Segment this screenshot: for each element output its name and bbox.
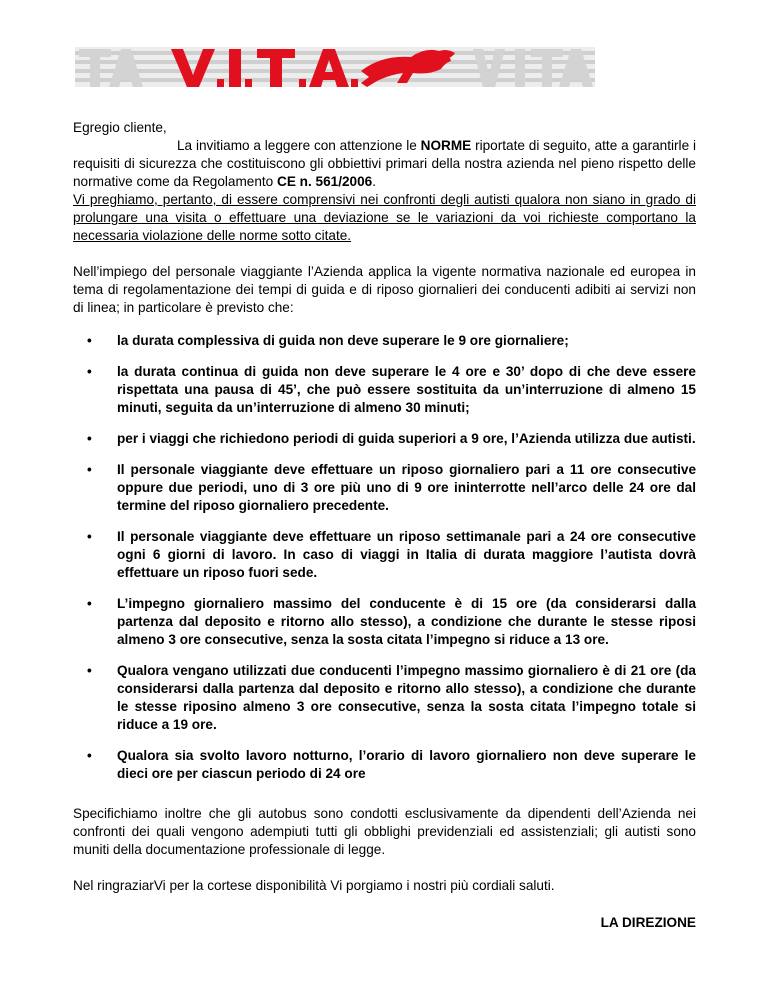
intro-text-3: . bbox=[372, 174, 377, 189]
rule-text: Il personale viaggiante deve effettuare un riposo settimanale pari a 24 ore consecutive ogni 6 giorni di lavoro. In caso di viaggi in Italia di durata maggiore l’autista dovrà effettuare un riposo fuori sede. bbox=[117, 529, 696, 580]
bullet-icon: • bbox=[87, 431, 92, 446]
list-item bbox=[73, 363, 696, 417]
rule-text: Qualora vengano utilizzati due conducenti l’impegno massimo giornaliero è di 21 ore (da considerarsi dalla partenza dal deposito e ritorno allo stesso), a condizione che durante le stesse riposino almeno 3 ore consecutive, senza la sosta citata l’impegno totale si riduce a 19 ore. bbox=[117, 663, 696, 732]
salutation: Egregio cliente, bbox=[73, 120, 167, 135]
rule-text: Il personale viaggiante deve effettuare un riposo giornaliero pari a 11 ore consecutive oppure due periodi, uno di 3 ore più uno di 9 ore ininterrotte nell’arco delle 24 ore dal termine del riposo giornaliero precedente. bbox=[117, 462, 696, 513]
bullet-icon: • bbox=[87, 364, 92, 379]
rule-text: L’impegno giornaliero massimo del conducente è di 15 ore (da considerarsi dalla partenza dal deposito e ritorno allo stesso), a condizione che durante le stesse riposi almeno 3 ore consecutive, senza la sosta citata l’impegno si riduce a 13 ore. bbox=[117, 596, 696, 647]
bullet-icon: • bbox=[87, 462, 92, 477]
intro-bold-norme: NORME bbox=[420, 138, 472, 153]
intro-text-1: La invitiamo a leggere con attenzione le bbox=[177, 138, 421, 153]
intro-text-2: riportate di seguito, atte a garantirle i requisiti di sicurezza che costituiscono gli obbiettivi primari della nostra azienda nel pieno rispetto delle normative come da Regolamento bbox=[73, 138, 696, 189]
list-item bbox=[73, 332, 696, 350]
list-item bbox=[73, 461, 696, 515]
bullet-icon: • bbox=[87, 529, 92, 544]
closing-paragraph: Nel ringraziarVi per la cortese disponibilità Vi porgiamo i nostri più cordiali saluti. bbox=[73, 878, 555, 893]
list-item bbox=[73, 430, 696, 448]
rule-text: la durata complessiva di guida non deve superare le 9 ore giornaliere; bbox=[117, 333, 569, 348]
rule-text: per i viaggi che richiedono periodi di guida superiori a 9 ore, l’Azienda utilizza due autisti. bbox=[117, 431, 696, 446]
rule-text: la durata continua di guida non deve superare le 4 ore e 30’ dopo di che deve essere rispettata una pausa di 45’, che può essere sostituita da un’interruzione di almeno 15 minuti, seguita da un’interruzione di almeno 30 minuti; bbox=[117, 364, 696, 415]
bullet-icon: • bbox=[87, 748, 92, 763]
request-paragraph: Vi preghiamo, pertanto, di essere comprensivi nei confronti degli autisti qualora non siano in grado di prolungare una visita o effettuare una deviazione se le variazioni da voi richieste comportano la necessaria violazione delle norme sotto citate. bbox=[73, 192, 696, 243]
company-logo bbox=[75, 41, 595, 93]
running-lion-logo-icon bbox=[75, 41, 595, 93]
list-item bbox=[73, 747, 696, 783]
intro-paragraph bbox=[73, 137, 696, 191]
policy-paragraph: Nell’impiego del personale viaggiante l’Azienda applica la vigente normativa nazionale ed europea in tema di regolamentazione dei tempi di guida e di riposo giornalieri dei conducenti adibiti ai servizi non di linea; in particolare è previsto che: bbox=[73, 264, 696, 315]
list-item bbox=[73, 595, 696, 649]
list-item bbox=[73, 528, 696, 582]
intro-bold-regulation: CE n. 561/2006 bbox=[277, 174, 373, 189]
rules-list bbox=[73, 332, 696, 783]
list-item bbox=[73, 662, 696, 734]
signature: LA DIREZIONE bbox=[600, 915, 696, 930]
rule-text: Qualora sia svolto lavoro notturno, l’orario di lavoro giornaliero non deve superare le dieci ore per ciascun periodo di 24 ore bbox=[117, 748, 696, 781]
letter-body bbox=[73, 119, 696, 932]
drivers-paragraph: Specifichiamo inoltre che gli autobus sono condotti esclusivamente da dipendenti dell’Azienda nei confronti dei quali vengono adempiuti tutti gli obblighi previdenziali ed assistenziali; gli autisti sono muniti della documentazione professionale di legge. bbox=[73, 806, 696, 857]
bullet-icon: • bbox=[87, 333, 92, 348]
bullet-icon: • bbox=[87, 596, 92, 611]
bullet-icon: • bbox=[87, 663, 92, 678]
